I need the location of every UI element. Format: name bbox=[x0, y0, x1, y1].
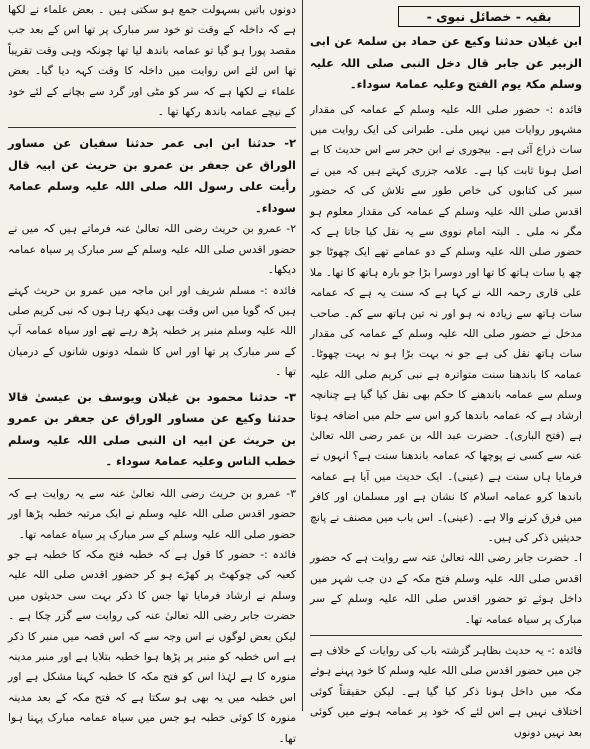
fawaid-4: فائدہ :- مسلم شریف اور ابن ماجہ میں عمرو بن حریث کہتے ہیں کہ گویا میں اس وقت بھی دیکھ رہا ہوں کہ نبی کریم صلی اللہ علیہ وسلم منبر پر خطبہ پڑھ رہے تھے اور سیاہ عمامہ آپ کے سر مبارک پر تھا اور اس کا شملہ دونوں شانوں کے درمیان تھا ۔ bbox=[8, 283, 296, 379]
fawaid-3: فائدہ :- یہ حدیث بظاہر گزشتہ باب کی روایات کے خلاف ہے جن میں حضور اقدس صلی اللہ علیہ وسلم کا خود پہنے ہوئے مکہ میں داخل ہونا ذکر کیا گیا ہے۔ لیکن حقیقتاً کوئی اختلاف نہیں ہے اس لئے کہ خود پر عمامہ ہونے میں کوئی بعد نہیں دونوں bbox=[310, 644, 582, 739]
hadith-2-translation: ۲- عمرو بن حریث رضی اللہ تعالیٰ عنہ فرماتے ہیں کہ میں نے حضور اقدس صلی اللہ علیہ وسلم کے سر مبارک پر سیاہ عمامہ دیکھا۔ bbox=[8, 222, 296, 277]
column-divider bbox=[302, 0, 303, 711]
hadith-3-arabic: ۳- حدثنا محمود بن غیلان ویوسف بن عیسیٰ قالا حدثنا وکیع عن مساور الوراق عن جعفر بن عمرو بن حریث عن ابیہ ان النبی صلی اللہ علیہ وسلم خطب الناس وعلیہ عمامۃ سوداء ۔ bbox=[8, 389, 296, 469]
right-column bbox=[308, 0, 584, 739]
hadith-3-translation: ۳- عمرو بن حریث رضی اللہ تعالیٰ عنہ سے یہ روایت ہے کہ حضور اقدس صلی اللہ علیہ وسلم نے ایک مرتبہ خطبہ پڑھا اور حضور صلی اللہ علیہ وسلم کے سر مبارک پر سیاہ عمامہ تھا۔ bbox=[8, 486, 296, 541]
fawaid-2: ا۔ حضرت جابر رضی اللہ تعالیٰ عنہ سے روایت ہے کہ حضور اقدس صلی اللہ علیہ وسلم فتح مکہ کے دن جب شہر میں داخل ہوئے تو حضور اقدس صلی اللہ علیہ وسلم کے سر مبارک پر سیاہ عمامہ تھا۔ bbox=[310, 551, 582, 626]
fawaid-5: فائدہ :- حضور کا قول ہے کہ خطبہ فتح مکہ کا خطبہ ہے جو کعبہ کی چوکھٹ پر کھڑے ہو کر حضور اقدس صلی اللہ علیہ وسلم نے ارشاد فرمایا تھا جس کا ذکر بہت سی حدیثوں میں حضرت جابر رضی اللہ تعالیٰ عنہ کی روایت سے گزر چکا ہے ۔ لیکن بعض لوگوں نے اس وجہ سے کہ اس قصہ میں منبر کا ذکر ہے اس خطبہ کو منبر پر پڑھا ہوا خطبہ بتلایا ہے اور منبر مدینہ منورہ کا ہے لہٰذا اس کو فتح مکہ کا خطبہ کہنا مشکل ہے اور اس خطبہ میں یہ بھی ہو سکتا ہے کہ فتح مکہ کے بعد مدینہ منورہ کا کوئی خطبہ ہو جس میں سیاہ عمامہ مبارک پہنا ہوا تھا۔ bbox=[8, 547, 296, 745]
rule-line bbox=[8, 127, 296, 128]
section-header: بقیہ - خصائل نبوی - bbox=[398, 6, 580, 27]
rule-line bbox=[8, 478, 296, 479]
hadith-1-arabic: ابن غیلان حدثنا وکیع عن حماد بن سلمۃ عن ابی الزبیر عن جابر قال دخل النبی صلی اللہ علیہ وسلم مکۃ یوم الفتح وعلیہ عمامۃ سوداء۔ bbox=[310, 34, 582, 91]
fawaid-1: فائدہ :- حضور صلی اللہ علیہ وسلم کے عمامہ کی مقدار مشہور روایات میں نہیں ملی۔ طبرانی کی ایک روایت میں سات ذراع آئی ہے۔ بیجوری نے ابن حجر سے اس حدیث کا بے اصل ہونا ثابت کیا ہے۔ علامہ جزری کہتے ہیں کہ میں نے سیر کی کتابوں کی خاص طور سے تلاش کی کہ حضور اقدس صلی اللہ علیہ وسلم کے عمامہ کی مقدار معلوم ہو مگر نہ ملی ۔ البتہ امام نووی سے یہ نقل کیا جاتا ہے کہ حضور صلی اللہ علیہ وسلم کے دو عمامے تھے ایک چھوٹا جو چھ یا سات ہاتھ کا تھا اور دوسرا بڑا جو بارہ ہاتھ کا تھا۔ ملا علی قاری رحمہ اللہ نے کہا ہے کہ سنت یہ ہے کہ عمامہ سات ہاتھ سے زیادہ نہ ہو اور نہ تین ہاتھ سے کم۔ صاحب مدخل نے حضور صلی اللہ علیہ وسلم کے عمامہ کی مقدار سات ہاتھ نقل کی ہے جو نہ بہت بڑا ہو نہ بہت چھوٹا۔ عمامہ کا باندھنا سنت متواترہ ہے نبی کریم صلی اللہ علیہ وسلم سے عمامہ باندھنے کا حکم بھی نقل کیا گیا ہے چنانچہ ارشاد ہے کہ عمامہ باندھا کرو اس سے حلم میں اضافہ ہوتا ہے (فتح الباری)۔ حضرت عبد اللہ بن عمر رضی اللہ تعالیٰ عنہ سے کسی نے پوچھا کہ عمامہ باندھنا سنت ہے؟ انہوں نے فرمایا ہاں سنت ہے (عینی)۔ ایک حدیث میں آیا ہے عمامہ باندھا کرو عمامہ اسلام کا نشان ہے اور مسلمان اور کافر میں فرق کرنے والا ہے۔ (عینی)۔ اس باب میں مصنف نے پانچ حدیثیں ذکر کی ہیں۔ bbox=[310, 102, 582, 545]
left-top-text: دونوں باتیں بسہولت جمع ہو سکتی ہیں ۔ بعض علماء نے لکھا ہے کہ داخلہ کے وقت تو خود سر مبارک پر تھا اس کے بعد جب مقصد پورا ہو گیا تو عمامہ باندھ لیا تھا چونکہ وہی وقت تقریباً تھا اس لئے اس روایت میں داخلہ کا وقت کہہ دیا گیا۔ بعض علماء نے لکھا ہے کہ سر کو مٹی اور گرد سے بچانے کے لئے خود کے نیچے عمامہ باندھ رکھا تھا ۔ bbox=[8, 3, 296, 119]
rule-line bbox=[310, 635, 582, 636]
hadith-2-arabic: ۲- حدثنا ابن ابی عمر حدثنا سفیان عن مساور الوراق عن جعفر بن عمرو بن حریث عن ابیہ قال رأیت علی رسول اللہ صلی اللہ علیہ وسلم عمامۃ سوداء۔ bbox=[8, 136, 296, 215]
left-column bbox=[6, 0, 298, 745]
